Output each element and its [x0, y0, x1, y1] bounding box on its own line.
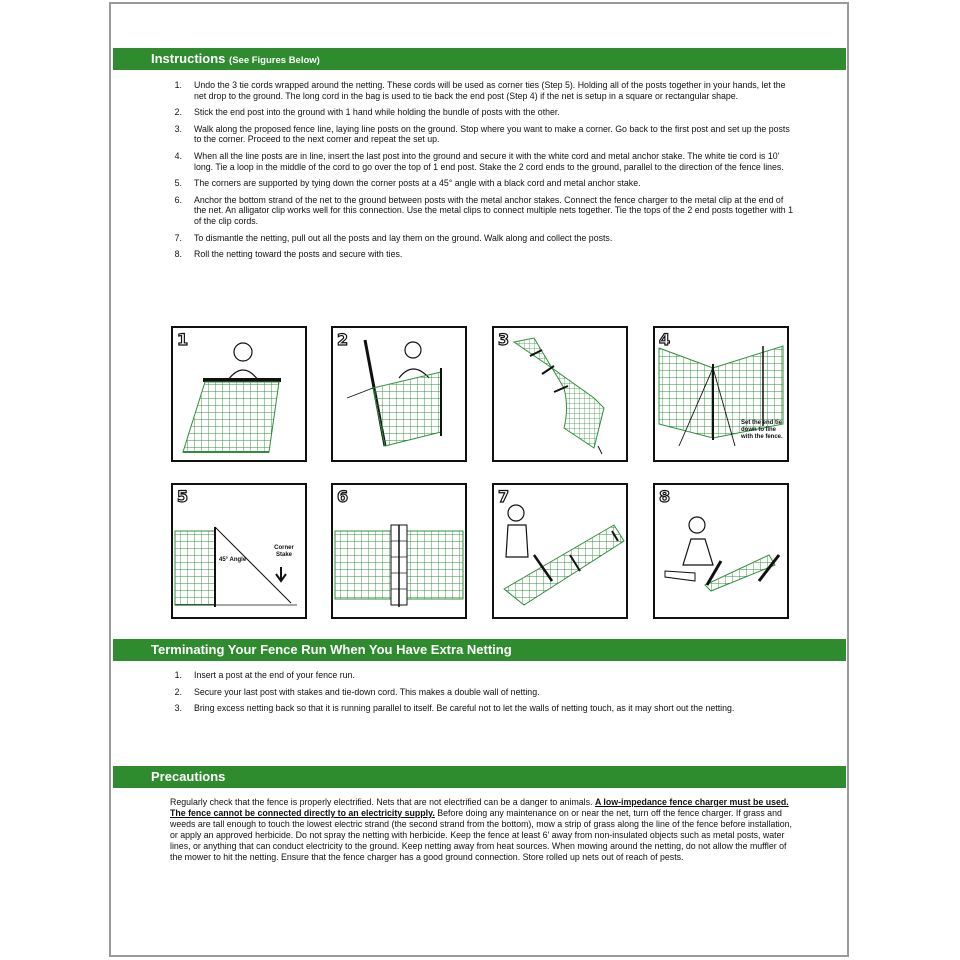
figure-number: 8: [659, 487, 671, 506]
figure-5-stake-label: Corner Stake: [274, 545, 294, 558]
list-item: 6. Anchor the bottom strand of the net to the ground between posts with the metal anchor stakes. Connect the fence charger to the metal clip at the end of the net. An alligator clip works well for this connection. Use the metal clips to connect multiple nets together. Tie the tops of the 2 end posts together with 1 of the clip cords.: [174, 194, 794, 226]
terminating-title: Terminating Your Fence Run When You Have Extra Netting: [151, 642, 512, 657]
figure-8-illustration: [655, 485, 787, 617]
figure-2: [331, 326, 467, 462]
figure-4-caption: Set the end tie down to line with the fence.: [741, 420, 783, 440]
figure-6: [331, 483, 467, 619]
figure-number: 3: [498, 330, 510, 349]
figure-number: 5: [177, 487, 189, 506]
figure-number: 4: [659, 330, 671, 349]
precautions-title: Precautions: [151, 769, 226, 784]
list-item: 2. Stick the end post into the ground with 1 hand while holding the bundle of posts with the other.: [174, 107, 560, 118]
precautions-header: [113, 766, 846, 788]
figure-8: [653, 483, 789, 619]
list-item: 8. Roll the netting toward the posts and secure with ties.: [174, 249, 403, 260]
precautions-text: Regularly check that the fence is properly electrified. Nets that are not electrified can be a danger to animals. A low-impedance fence charger must be used. The fence cannot be connected directly to an electricity supply. Before doing any maintenance on or near the net, turn off the fence charger. If grass and weeds are tall enough to touch the lowest electric strand (the second strand from the bottom), mow a strip of grass along the line of the fence before installation, or apply an approved herbicide. Do not spray the netting with herbicide. Keep the fence at least 6' away from non-insulated objects such as metal posts, water lines, or anything that can conduct electricity to the ground. Keep netting away from heat sources. When mowing around the netting, do not allow the muffler of the mower to hit the netting. Ensure that the fence charger has a good ground connection. Store rolled up nets out of reach of pests.: [170, 797, 792, 862]
figure-7-illustration: [494, 485, 626, 617]
list-item: 1. Undo the 3 tie cords wrapped around the netting. These cords will be used as corner ties (Step 5). Holding all of the posts together in your hands, let the net drop to the ground. The long cord in the bag is used to tie back the end post (Step 4) if the net is setup in a square or rectangular shape.: [174, 80, 786, 101]
figure-2-illustration: [333, 328, 465, 460]
figure-number: 7: [498, 487, 510, 506]
figure-1: [171, 326, 307, 462]
instructions-header: [113, 48, 846, 70]
list-item: 5. The corners are supported by tying down the corner posts at a 45° angle with a black cord and metal anchor stake.: [174, 178, 641, 189]
instructions-list: [168, 80, 793, 266]
figure-number: 2: [337, 330, 349, 349]
figure-5: [171, 483, 307, 619]
figure-number: 1: [177, 330, 189, 349]
figure-number: 6: [337, 487, 349, 506]
list-item: 4. When all the line posts are in line, insert the last post into the ground and secure it with the white cord and metal anchor stake. The white tie cord is 10' long. Tie a loop in the middle of the cord to go over the top of 1 end post. Stake the 2 cord ends to the ground, parallel to the direction of the fence lines.: [174, 150, 784, 172]
figure-5-angle-label: 45° Angle: [219, 557, 247, 563]
list-item: 2. Secure your last post with stakes and tie-down cord. This makes a double wall of netting.: [174, 686, 540, 697]
figure-3: [492, 326, 628, 462]
figure-3-illustration: [494, 328, 626, 460]
list-item: 3. Bring excess netting back so that it is running parallel to itself. Be careful not to let the walls of netting touch, as it may short out the netting.: [174, 703, 735, 714]
list-item: 3. Walk along the proposed fence line, laying line posts on the ground. Stop where you want to make a corner. Go back to the first post and set up the posts to the corner. Proceed to the next corner and repeat the set up.: [174, 123, 790, 145]
terminating-list: [168, 670, 793, 720]
instructions-title: Instructions: [151, 51, 226, 66]
terminating-header: [113, 639, 846, 661]
figure-6-illustration: [333, 485, 465, 617]
list-item: 7. To dismantle the netting, pull out all the posts and lay them on the ground. Walk along and collect the posts.: [174, 232, 613, 243]
figure-4: [653, 326, 789, 462]
charger-warning: A low-impedance fence charger must be used. The fence cannot be connected directly to an electricity supply.: [170, 797, 789, 818]
figure-1-illustration: [173, 328, 305, 460]
instructions-subtitle: (See Figures Below): [229, 55, 320, 66]
figure-7: [492, 483, 628, 619]
list-item: 1. Insert a post at the end of your fence run.: [174, 670, 355, 680]
